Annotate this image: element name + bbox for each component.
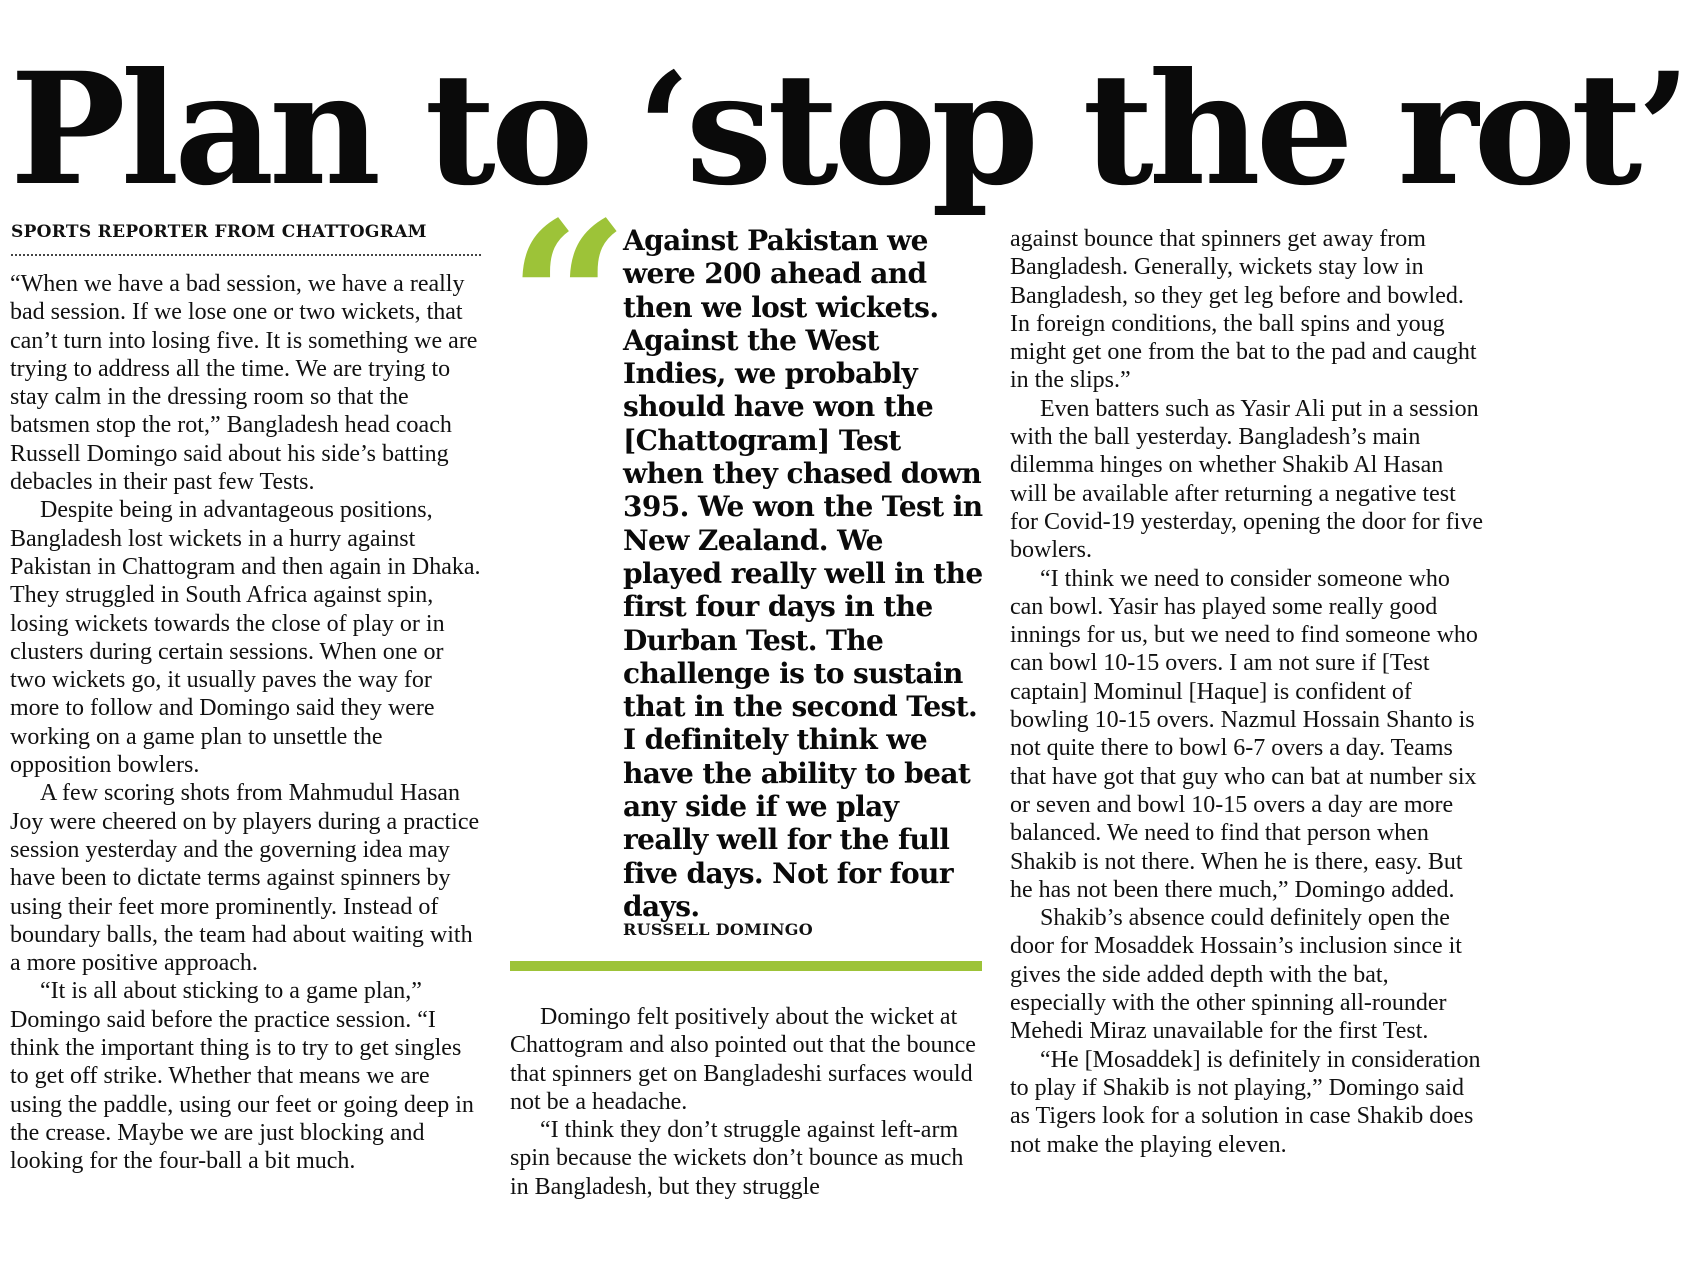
- paragraph: “When we have a bad session, we have a really bad session. If we lose one or two wickets, that can’t turn into losing five. It is something we are trying to address all the time. We are trying to stay calm in the dressing room so that the batsmen stop the rot,” Bangladesh head coach Russell Domingo said about his side’s batting debacles in their past few Tests.: [10, 271, 478, 496]
- byline: SPORTS REPORTER FROM CHATTOGRAM: [11, 222, 481, 256]
- paragraph: against bounce that spinners get away from Bangladesh. Generally, wickets stay low in Bangladesh, so they get leg before and bowled. In foreign conditions, the ball spins and youg might get one from the bat to the pad and caught in the slips.”: [1010, 226, 1477, 394]
- article-column-2: [510, 1003, 980, 1201]
- paragraph: Despite being in advantageous positions, Bangladesh lost wickets in a hurry against Pakistan in Chattogram and then again in Dhaka. They struggled in South Africa against spin, losing wickets towards the close of play or in clusters during certain sessions. When one or two wickets go, it usually paves the way for more to follow and Domingo said they were working on a game plan to unsettle the opposition bowlers.: [10, 497, 481, 779]
- paragraph: Even batters such as Yasir Ali put in a session with the ball yesterday. Bangladesh’s main dilemma hinges on whether Shakib Al Hasan will be available after returning a negative test for Covid-19 yesterday, opening the door for five bowlers.: [1010, 395, 1483, 564]
- article-column-1: [10, 270, 485, 1176]
- paragraph: “He [Mosaddek] is definitely in consideration to play if Shakib is not playing,” Domingo said as Tigers look for a solution in case Shakib does not make the playing eleven.: [1010, 1046, 1481, 1158]
- accent-divider: [510, 961, 982, 971]
- headline: Plan to ‘stop the rot’: [10, 39, 1686, 220]
- paragraph: “It is all about sticking to a game plan,” Domingo said before the practice session. “I think the important thing is to try to get singles to get off strike. Whether that means we are using the paddle, using our feet or going deep in the crease. Maybe we are just blocking and looking for the four-ball a bit much.: [10, 978, 474, 1175]
- paragraph: A few scoring shots from Mahmudul Hasan Joy were cheered on by players during a practice session yesterday and the governing idea may have been to dictate terms against spinners by using their feet more prominently. Instead of boundary balls, the team had about waiting with a more positive approach.: [10, 780, 480, 977]
- paragraph: “I think they don’t struggle against left-arm spin because the wickets don’t bounce as much in Bangladesh, but they struggle: [510, 1117, 964, 1200]
- paragraph: Domingo felt positively about the wicket at Chattogram and also pointed out that the bounce that spinners get on Bangladeshi surfaces would not be a headache.: [510, 1004, 976, 1115]
- pull-quote-attribution: RUSSELL DOMINGO: [623, 920, 814, 939]
- paragraph: Shakib’s absence could definitely open the door for Mosaddek Hossain’s inclusion since it gives the side added depth with the bat, especially with the other spinning all-rounder Mehedi Miraz unavailable for the first Test.: [1010, 905, 1462, 1045]
- pull-quote: Against Pakistan we were 200 ahead and then we lost wickets. Against the West Indies, we probably should have won the [Chattogram] Test when they chased down 395. We won the Test in New Zealand. We played really well in the first four days in the Durban Test. The challenge is to sustain that in the second Test. I definitely think we have the ability to beat any side if we play really well for the full five days. Not for four days.: [623, 224, 983, 923]
- article-column-3: [1010, 225, 1485, 1159]
- paragraph: “I think we need to consider someone who can bowl. Yasir has played some really good innings for us, but we need to find someone who can bowl 10-15 overs. I am not sure if [Test captain] Mominul [Haque] is confident of bowling 10-15 overs. Nazmul Hossain Shanto is not quite there to bowl 6-7 overs a day. Teams that have got that guy who can bat at number six or seven and bowl 10-15 overs a day are more balanced. We need to find that person when Shakib is not there. When he is there, easy. But he has not been there much,” Domingo added.: [1010, 565, 1478, 903]
- quote-mark-icon: “: [508, 176, 629, 423]
